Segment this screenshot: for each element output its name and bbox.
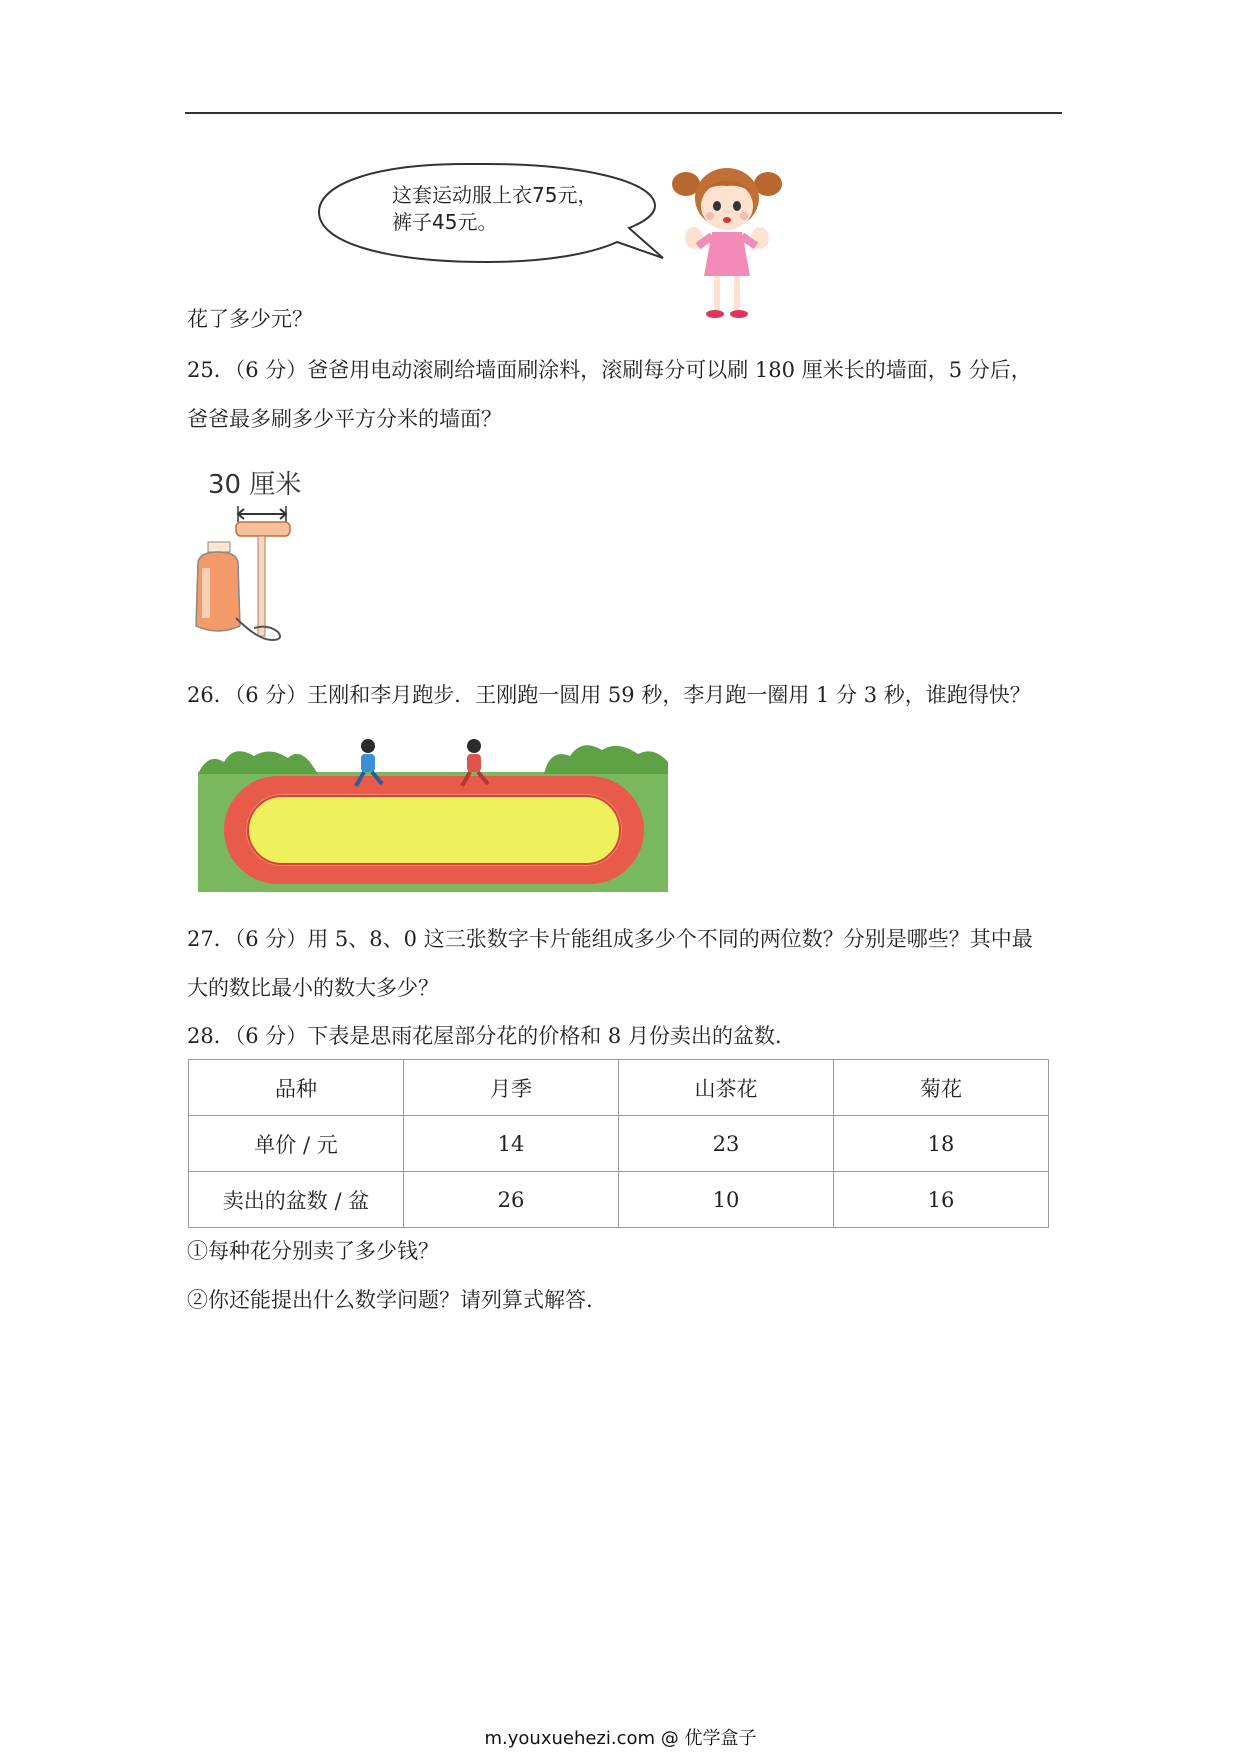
table-header-cell: 月季 <box>404 1060 619 1116</box>
table-row <box>189 1172 1049 1228</box>
table-cell: 16 <box>834 1172 1049 1228</box>
question-24-tail: 花了多少元？ <box>187 307 313 331</box>
question-26-line-1: 26．（6 分）王刚和李月跑步．王刚跑一圆用 59 秒，李月跑一圈用 1 分 3 秒，谁跑得快？ <box>187 683 1031 707</box>
table-header-row <box>189 1060 1049 1116</box>
question-28-sub-1: ①每种花分别卖了多少钱？ <box>187 1239 439 1263</box>
table-cell: 10 <box>619 1172 834 1228</box>
header-rule <box>185 112 1062 114</box>
table-row <box>189 1116 1049 1172</box>
table-header-cell: 菊花 <box>834 1060 1049 1116</box>
table-cell: 单价 / 元 <box>189 1116 404 1172</box>
question-25-line-1: 25．（6 分）爸爸用电动滚刷给墙面刷涂料，滚刷每分可以刷 180 厘米长的墙面，5 分后， <box>187 358 1032 382</box>
question-25-line-2: 爸爸最多刷多少平方分米的墙面？ <box>187 407 502 431</box>
table-cell: 卖出的盆数 / 盆 <box>189 1172 404 1228</box>
speech-bubble-line-1: 这套运动服上衣75元， <box>392 183 598 207</box>
question-28-sub-2: ②你还能提出什么数学问题？请列算式解答. <box>187 1288 593 1312</box>
girl-illustration <box>668 158 786 326</box>
speech-bubble-line-2: 裤子45元。 <box>392 210 498 234</box>
paint-roller-illustration <box>188 500 300 652</box>
table-header-cell: 品种 <box>189 1060 404 1116</box>
table-cell: 26 <box>404 1172 619 1228</box>
footer-watermark: m.youxuehezi.com @ 优学盒子 <box>484 1728 757 1749</box>
flower-sales-table <box>188 1059 1049 1228</box>
table-cell: 18 <box>834 1116 1049 1172</box>
question-27-line-1: 27．（6 分）用 5、8、0 这三张数字卡片能组成多少个不同的两位数？分别是哪些？其中最 <box>187 927 1033 951</box>
table-header-cell: 山茶花 <box>619 1060 834 1116</box>
question-27-line-2: 大的数比最小的数大多少？ <box>187 976 439 1000</box>
running-track-illustration <box>198 734 668 892</box>
roller-width-label: 30 厘米 <box>208 470 302 500</box>
table-cell: 14 <box>404 1116 619 1172</box>
question-28-intro: 28．（6 分）下表是思雨花屋部分花的价格和 8 月份卖出的盆数． <box>187 1024 796 1048</box>
table-cell: 23 <box>619 1116 834 1172</box>
